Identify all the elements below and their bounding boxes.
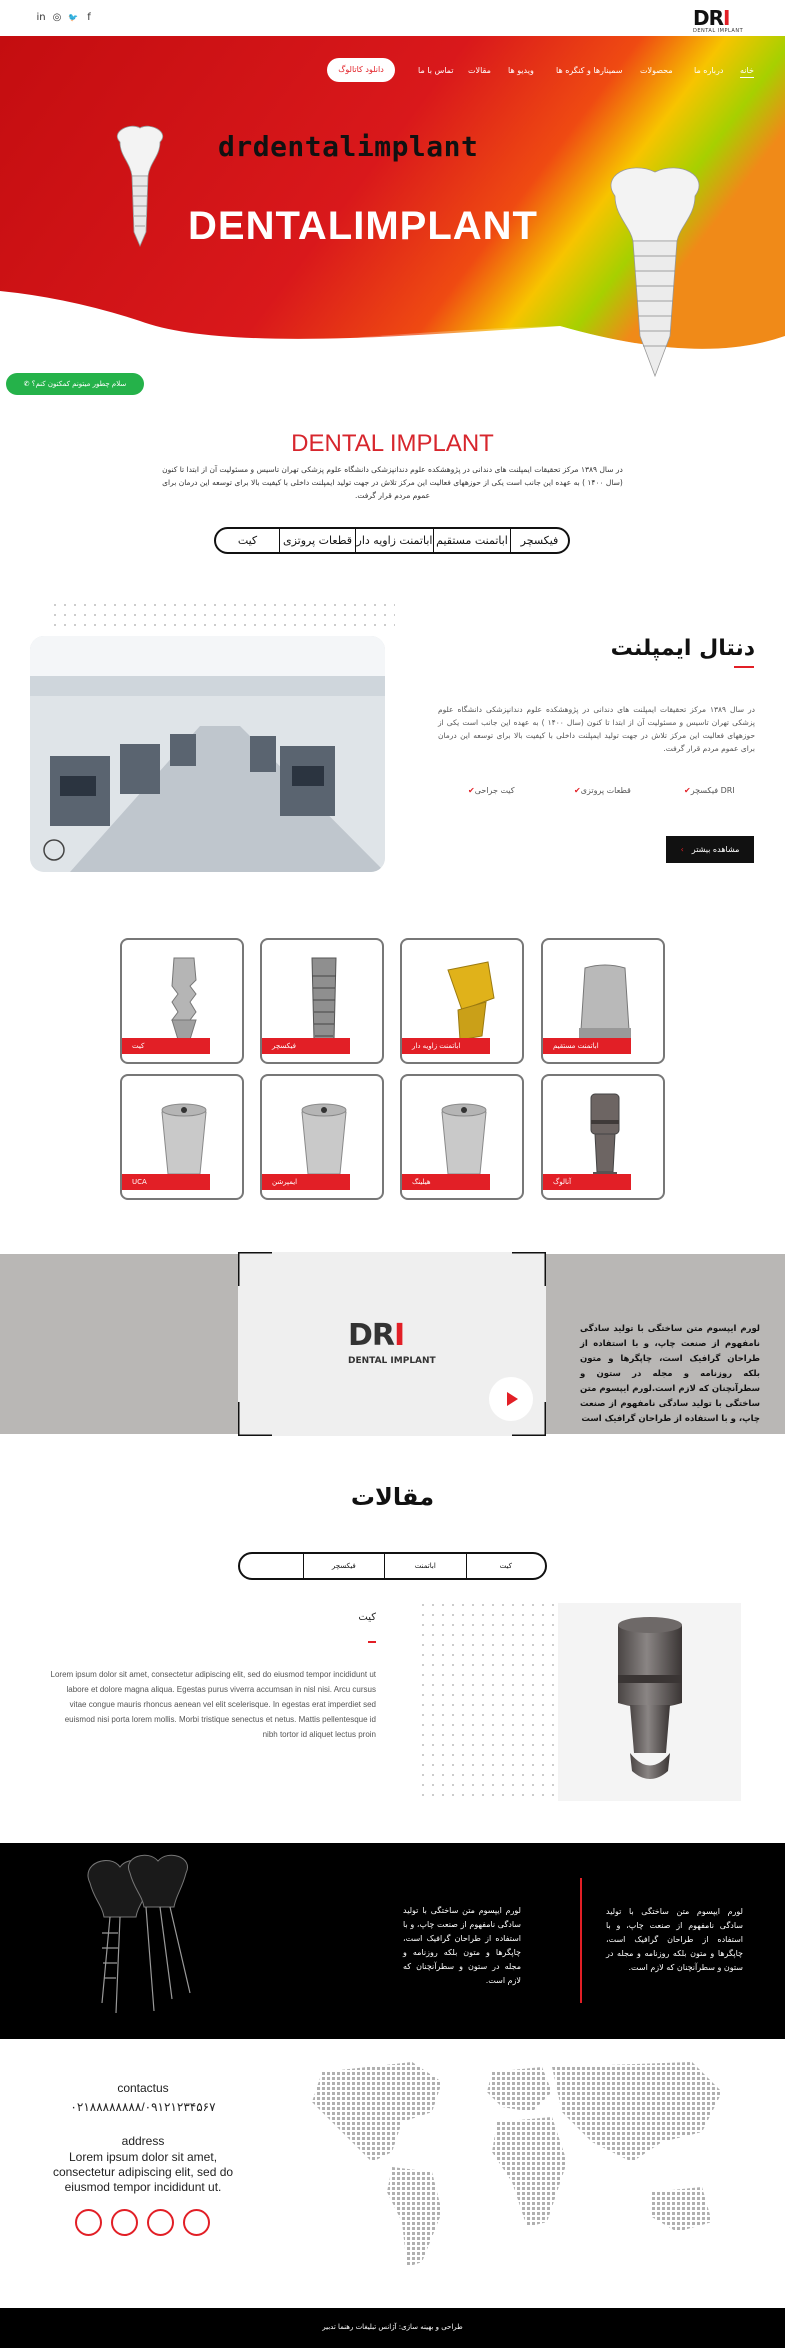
video-logo-accent: I — [394, 1318, 405, 1353]
tab-article-empty[interactable] — [240, 1554, 303, 1578]
dot-pattern — [50, 600, 395, 626]
product-card[interactable] — [400, 1074, 524, 1200]
product-card[interactable] — [400, 938, 524, 1064]
feature-label: فیکسچر DRI — [690, 786, 735, 795]
address-text: Lorem ipsum dolor sit amet, consectetur adipiscing elit, sed do eiusmod tempor incididunt ut. — [52, 2150, 234, 2194]
video-logo — [348, 1318, 404, 1353]
title-accent-line — [734, 666, 754, 668]
tab-prosthetic-parts[interactable]: قطعات پروتزی — [279, 529, 355, 552]
product-label: اباتمنت مستقیم — [543, 1038, 631, 1054]
video-logo-subtitle: DENTAL IMPLANT — [348, 1356, 436, 1366]
article-excerpt: Lorem ipsum dolor sit amet, consectetur adipiscing elit, sed do eiusmod tempor incididunt ut labore et dolore magna aliqua. Egestas purus viverra accumsan in nisl nisi. Arcu cursus vitae congue mauris rhoncus aenean vel elit scelerisque. In egestas erat imperdiet sed euismod nisi porta lorem mollis. Morbi tristique senectus et netus. Mattis pellentesque id nibh tortor id aliquet lectus proin — [50, 1670, 376, 1739]
nav-item-articles[interactable]: مقالات — [468, 66, 491, 75]
check-icon: ✔ — [468, 786, 475, 795]
play-icon[interactable] — [489, 1377, 533, 1421]
article-accent-line — [368, 1641, 376, 1643]
video-description: لورم ایپسوم متن ساختگی با تولید سادگی نامفهوم از صنعت چاپ، و با استفاده از طراحان گرافیک است، چاپگرها و متون بلکه روزنامه و مجله در ستون و سطرآنچنان که لازم است.لورم ایپسوم متن ساختگی با تولید سادگی نامفهوم از صنعت چاپ، و با استفاده از طراحان گرافیک است — [580, 1324, 760, 1424]
nav-item-home[interactable]: خانه — [740, 66, 754, 78]
feature-item — [680, 786, 735, 795]
product-label: اباتمنت زاویه دار — [402, 1038, 490, 1054]
nav-item-products[interactable]: محصولات — [640, 66, 673, 75]
social-circle-icon[interactable] — [147, 2209, 174, 2236]
check-icon: ✔ — [574, 786, 581, 795]
contact-phone[interactable]: ۰۲۱۸۸۸۸۸۸۸۸/۰۹۱۲۱۲۳۴۵۶۷ — [70, 2100, 216, 2114]
view-more-label: مشاهده بیشتر — [691, 845, 740, 854]
factory-photo — [30, 636, 385, 872]
hero-subtitle: DENTALIMPLANT — [188, 204, 538, 248]
implants-illustration — [50, 1843, 290, 2039]
nav-item-about[interactable]: درباره ما — [694, 66, 724, 75]
article-title[interactable]: کیت — [358, 1612, 376, 1623]
linkedin-icon[interactable]: in — [36, 12, 46, 23]
chevron-left-icon: ‹ — [680, 845, 684, 854]
nav-item-videos[interactable]: ویدیو ها — [508, 66, 534, 75]
check-icon: ✔ — [684, 786, 691, 795]
product-label: UCA — [122, 1174, 210, 1190]
tab-kit[interactable]: کیت — [237, 534, 258, 547]
product-label: آنالوگ — [543, 1174, 631, 1190]
nav-item-contact[interactable]: تماس با ما — [418, 66, 454, 75]
address-label: address — [121, 2134, 165, 2148]
dark-text-right: لورم ایپسوم متن ساختگی با تولید سادگی نامفهوم از صنعت چاپ، و با استفاده از طراحان گرافیک است، چاپگرها و متون بلکه روزنامه و مجله در ستون و سطرآنچنان که لازم است. — [606, 1907, 743, 1972]
dot-pattern — [418, 1600, 568, 1800]
product-card[interactable] — [541, 938, 665, 1064]
logo-accent: I — [723, 6, 730, 30]
product-card[interactable] — [120, 938, 244, 1064]
product-card[interactable] — [120, 1074, 244, 1200]
social-circle-icon[interactable] — [75, 2209, 102, 2236]
article-image — [558, 1603, 741, 1801]
product-label: فیکسچر — [262, 1038, 350, 1054]
tab-fixture[interactable]: فیکسچر — [510, 529, 568, 552]
video-logo-main: DR — [348, 1318, 395, 1353]
whatsapp-icon: ✆ — [23, 380, 32, 388]
tab-article-abutment[interactable]: اباتمنت — [384, 1554, 465, 1578]
product-label: کیت — [122, 1038, 210, 1054]
social-circle-icon[interactable] — [111, 2209, 138, 2236]
category-tabs — [214, 527, 570, 554]
contact-label: contactus — [117, 2081, 169, 2095]
tab-angled-abutment[interactable]: اباتمنت زاویه دار — [355, 529, 433, 552]
twitter-icon[interactable]: 🐦 — [68, 13, 78, 22]
feature-item — [570, 786, 631, 795]
about-title: دنتال ایمپلنت — [610, 636, 755, 661]
logo-main: DR — [693, 6, 724, 30]
articles-title: مقالات — [350, 1483, 435, 1511]
brand-logo[interactable] — [693, 6, 729, 30]
instagram-icon[interactable]: ◎ — [52, 12, 62, 23]
tab-article-fixture[interactable]: فیکسچر — [303, 1554, 384, 1578]
intro-title: DENTAL IMPLANT — [291, 430, 494, 457]
dark-divider — [580, 1878, 582, 2003]
whatsapp-consult-button[interactable] — [6, 373, 144, 395]
article-tabs — [238, 1552, 547, 1580]
feature-label: قطعات پروتزی — [580, 786, 631, 795]
logo-subtitle: DENTAL IMPLANT — [693, 28, 744, 34]
dark-text-left: لورم ایپسوم متن ساختگی با تولید سادگی نامفهوم از صنعت چاپ، و با استفاده از طراحان گرافیک است، چاپگرها و متون بلکه روزنامه و مجله در ستون و سطرآنچنان که لازم است. — [403, 1906, 521, 1985]
view-more-button[interactable] — [666, 836, 754, 863]
tab-article-kit[interactable]: کیت — [466, 1554, 545, 1578]
product-card[interactable] — [541, 1074, 665, 1200]
product-label: هیلینگ — [402, 1174, 490, 1190]
footer-credits: طراحی و بهینه سازی: آژانس تبلیغات رهنما تدبیر — [322, 2323, 463, 2331]
feature-label: کیت جراحی — [474, 786, 515, 795]
world-map — [292, 2052, 750, 2286]
tab-straight-abutment[interactable]: اباتمنت مستقیم — [433, 529, 510, 552]
download-catalog-button[interactable]: دانلود کاتالوگ — [327, 58, 395, 82]
product-card[interactable] — [260, 938, 384, 1064]
nav-item-seminars[interactable]: سمینارها و کنگره ها — [556, 66, 623, 75]
facebook-icon[interactable]: f — [87, 12, 91, 23]
about-text: در سال ۱۳۸۹ مرکز تحقیقات ایمپلنت های دندانی در پژوهشکده علوم دندانپزشکی دانشگاه علوم پزشکی تهران تاسیس و مسئولیت آن از ابتدا تا کنون (سال ۱۴۰۰ ) به عهده این جانب است یکی از حوزههای فعالیت این مرکز تلاش در جهت تولید ایمپلنت داخلی با کیفیت بالا برای توسعه این درمان برای عموم مردم قرار گرفت. — [438, 705, 755, 753]
product-card[interactable] — [260, 1074, 384, 1200]
hero-title: drdentalimplant — [218, 130, 479, 163]
feature-item — [464, 786, 515, 795]
intro-text: در سال ۱۳۸۹ مرکز تحقیقات ایمپلنت های دندانی در پژوهشکده علوم دندانپزشکی دانشگاه علوم پزشکی تهران تاسیس و مسئولیت آن از ابتدا تا کنون (سال ۱۴۰۰ ) به عهده این جانب است یکی از حوزههای فعالیت این مرکز تلاش در جهت تولید ایمپلنت داخلی با کیفیت بالا برای توسعه این درمان برای عموم مردم قرار گرفت. — [162, 465, 623, 500]
top-bar — [0, 0, 785, 36]
product-label: ایمپرشن — [262, 1174, 350, 1190]
social-circle-icon[interactable] — [183, 2209, 210, 2236]
consult-label: سلام چطور میتونم کمکتون کنم؟ — [31, 380, 127, 388]
hero-banner — [0, 36, 785, 390]
